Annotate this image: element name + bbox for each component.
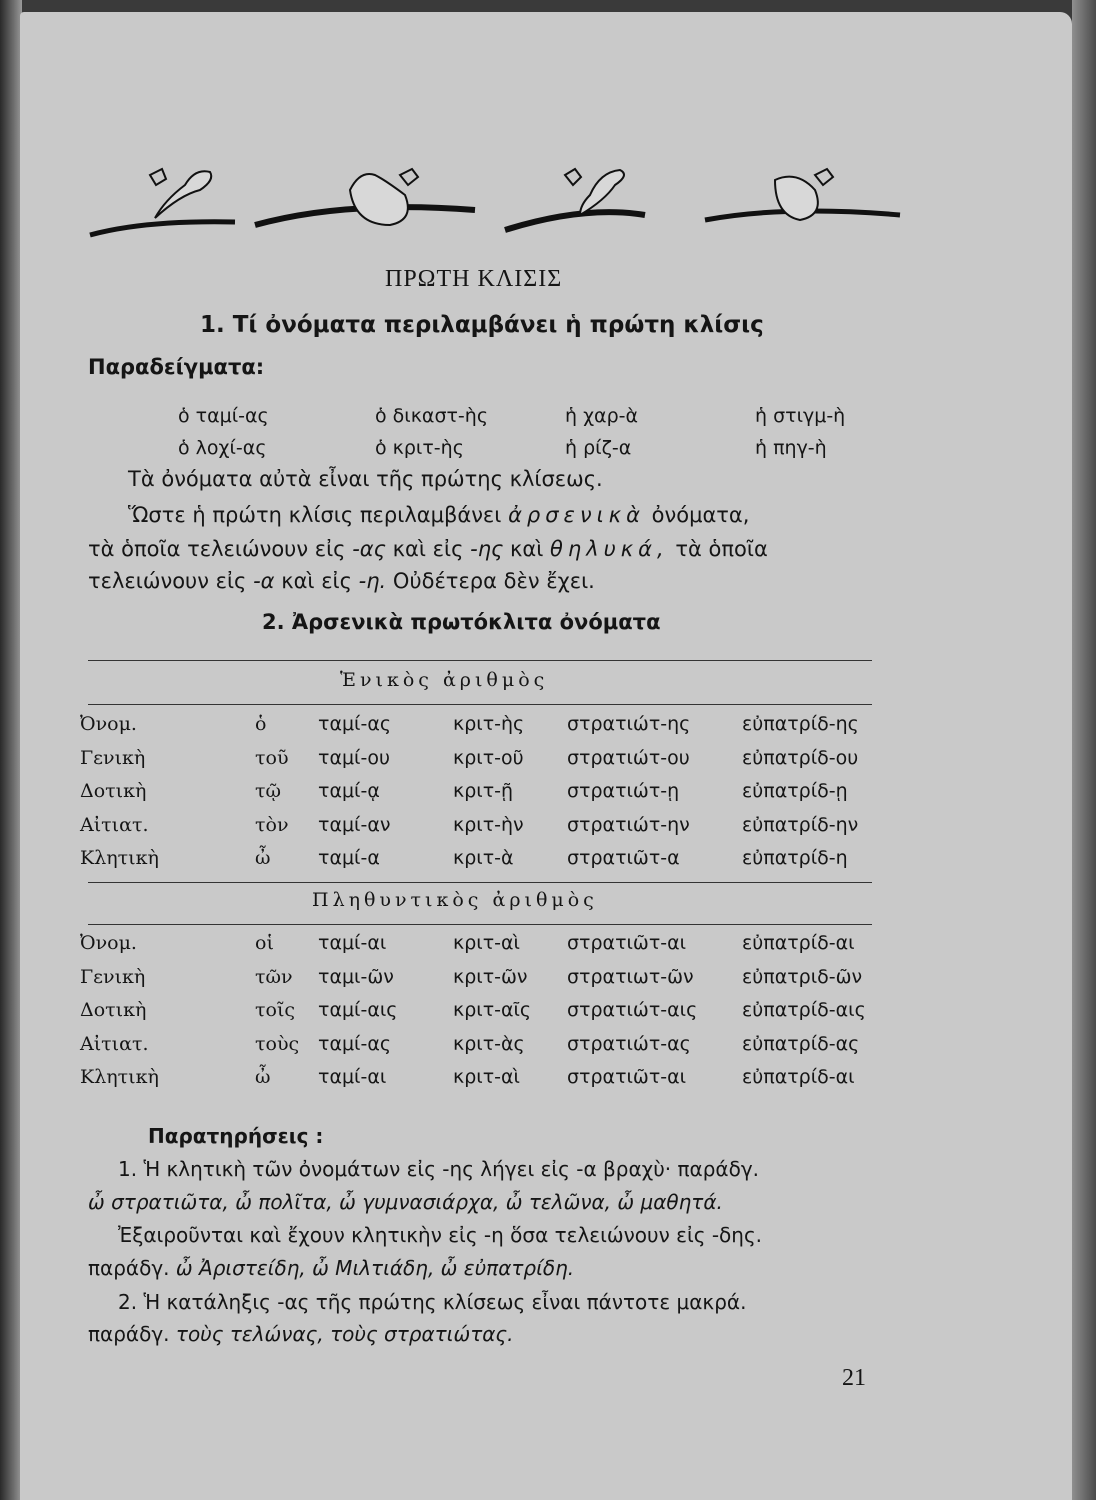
observation-line: 1. Ἡ κλητικὴ τῶν ὀνομάτων εἰς -ης λήγει εἰς -α βραχὺ· παράδγ. — [118, 1157, 760, 1181]
table-cell: τὸν — [255, 813, 289, 836]
page-number: 21 — [842, 1365, 866, 1391]
birds-illustration — [85, 160, 905, 260]
example: ὁ λοχί-ας — [178, 437, 267, 459]
table-cell: τοῦ — [255, 746, 289, 769]
table-cell: ταμί-ου — [318, 746, 390, 769]
example: ἡ χαρ-ὰ — [565, 405, 639, 427]
table-cell: ταμί-αν — [318, 813, 391, 836]
table-cell: στρατιώτ-ην — [567, 813, 690, 836]
observation-line: ὦ στρατιῶτα, ὦ πολῖτα, ὦ γυμνασιάρχα, ὦ τελῶνα, ὦ μαθητά. — [88, 1190, 723, 1214]
example: ἡ πηγ-ὴ — [755, 437, 827, 459]
table-cell: εὐπατρίδ-ην — [742, 813, 859, 836]
table-cell: κριτ-αὶ — [453, 1066, 520, 1088]
table-cell: εὐπατρίδ-αι — [742, 1066, 855, 1088]
table-cell: κριτ-ῇ — [453, 780, 514, 802]
singular-label: Ἑνικὸς ἀριθμὸς — [340, 669, 549, 691]
table-cell: ταμί-ας — [318, 1032, 392, 1055]
table-cell: Κλητικὴ — [80, 847, 159, 869]
table-cell: Ὀνομ. — [80, 932, 137, 954]
table-rule — [88, 704, 872, 705]
table-cell: εὐπατριδ-ῶν — [742, 965, 863, 988]
observations-label: Παρατηρήσεις : — [148, 1124, 324, 1148]
table-cell: Δοτικὴ — [80, 780, 147, 802]
table-cell: κριτ-ὰς — [453, 1032, 525, 1055]
example: ὁ ταμί-ας — [178, 405, 269, 427]
table-cell: κριτ-αῖς — [453, 999, 532, 1021]
table-cell: εὐπατρίδ-ης — [742, 713, 859, 735]
table-cell: κριτ-αὶ — [453, 932, 520, 954]
table-rule — [88, 882, 872, 883]
table-cell: εὐπατρίδ-ῃ — [742, 780, 848, 802]
example: ὁ δικαστ-ὴς — [375, 405, 488, 427]
table-rule — [88, 924, 872, 925]
table-cell: Γενικὴ — [80, 965, 146, 988]
chapter-title: ΠΡΩΤΗ ΚΛΙΣΙΣ — [385, 266, 563, 292]
table-cell: τῶν — [255, 965, 293, 988]
table-cell: ὁ — [255, 713, 267, 735]
table-cell: στρατιώτ-αις — [567, 999, 698, 1021]
table-cell: οἱ — [255, 932, 274, 954]
table-cell: εὐπατρίδ-αι — [742, 932, 855, 954]
table-cell: ταμί-ᾳ — [318, 780, 380, 802]
table-cell: στρατιῶτ-αι — [567, 932, 687, 954]
table-cell: στρατιῶτ-αι — [567, 1066, 687, 1088]
table-cell: στρατιώτ-ου — [567, 746, 690, 769]
table-cell: εὐπατρίδ-αις — [742, 999, 866, 1021]
table-cell: Δοτικὴ — [80, 999, 147, 1021]
plural-label: Πληθυντικὸς ἀριθμὸς — [312, 889, 598, 911]
table-cell: τοῖς — [255, 999, 296, 1021]
table-cell: Ὀνομ. — [80, 713, 137, 735]
table-cell: Αἰτιατ. — [80, 813, 149, 836]
observation-line: παράδγ. τοὺς τελώνας, τοὺς στρατιώτας. — [88, 1322, 514, 1346]
table-cell: στρατιώτ-ης — [567, 713, 691, 735]
table-rule — [88, 660, 872, 661]
observation-line: 2. Ἡ κατάληξις -ας τῆς πρώτης κλίσεως εἶναι πάντοτε μακρά. — [118, 1290, 747, 1314]
paragraph-line: Τὰ ὀνόματα αὐτὰ εἶναι τῆς πρώτης κλίσεως. — [128, 467, 603, 491]
table-cell: ταμί-αι — [318, 1066, 387, 1088]
observation-line: Ἐξαιροῦνται καὶ ἔχουν κλητικὴν εἰς -η ὅσα τελειώνουν εἰς -δης. — [118, 1223, 763, 1247]
table-cell: Κλητικὴ — [80, 1066, 159, 1088]
table-cell: κριτ-ὴς — [453, 713, 525, 735]
example: ἡ στιγμ-ὴ — [755, 405, 846, 427]
paragraph-line: τὰ ὁποῖα τελειώνουν εἰς -ας καὶ εἰς -ης καὶ θηλυκά, τὰ ὁποῖα — [88, 537, 768, 561]
table-cell: τῷ — [255, 780, 282, 802]
example: ὁ κριτ-ὴς — [375, 437, 464, 459]
table-cell: Γενικὴ — [80, 746, 146, 769]
paragraph-line: Ὥστε ἡ πρώτη κλίσις περιλαμβάνει ἀρσενικὰ ὀνόματα, — [128, 503, 750, 527]
table-cell: κριτ-ὴν — [453, 813, 524, 836]
observation-line: παράδγ. ὦ Ἀριστείδη, ὦ Μιλτιάδη, ὦ εὐπατρίδη. — [88, 1256, 575, 1280]
section2-heading: 2. Ἀρσενικὰ πρωτόκλιτα ὀνόματα — [262, 610, 661, 634]
book-spine — [0, 0, 22, 1500]
table-cell: εὐπατρίδ-η — [742, 847, 848, 869]
table-cell: στρατιώτ-ῃ — [567, 780, 680, 802]
table-cell: τοὺς — [255, 1032, 300, 1055]
section1-heading: 1. Τί ὀνόματα περιλαμβάνει ἡ πρώτη κλίσις — [200, 312, 764, 338]
table-cell: ταμί-αι — [318, 932, 387, 954]
table-cell: στρατιῶτ-α — [567, 847, 680, 869]
page-edge — [1072, 0, 1096, 1500]
table-cell: ταμί-α — [318, 847, 380, 869]
table-cell: ταμί-ας — [318, 713, 392, 735]
table-cell: κριτ-οῦ — [453, 746, 524, 769]
table-cell: ταμί-αις — [318, 999, 398, 1021]
table-cell: ταμι-ῶν — [318, 965, 394, 988]
table-cell: στρατιωτ-ῶν — [567, 965, 694, 988]
examples-label: Παραδείγματα: — [88, 355, 265, 379]
table-cell: ὦ — [255, 847, 271, 869]
table-cell: στρατιώτ-ας — [567, 1032, 691, 1055]
table-cell: ὦ — [255, 1066, 271, 1088]
table-cell: εὐπατρίδ-ας — [742, 1032, 860, 1055]
table-cell: κριτ-ῶν — [453, 965, 528, 988]
table-cell: Αἰτιατ. — [80, 1032, 149, 1055]
example: ἡ ρίζ-α — [565, 437, 632, 459]
table-cell: κριτ-ὰ — [453, 847, 514, 869]
paragraph-line: τελειώνουν εἰς -α καὶ εἰς -η. Οὐδέτερα δὲν ἔχει. — [88, 569, 595, 593]
table-cell: εὐπατρίδ-ου — [742, 746, 859, 769]
